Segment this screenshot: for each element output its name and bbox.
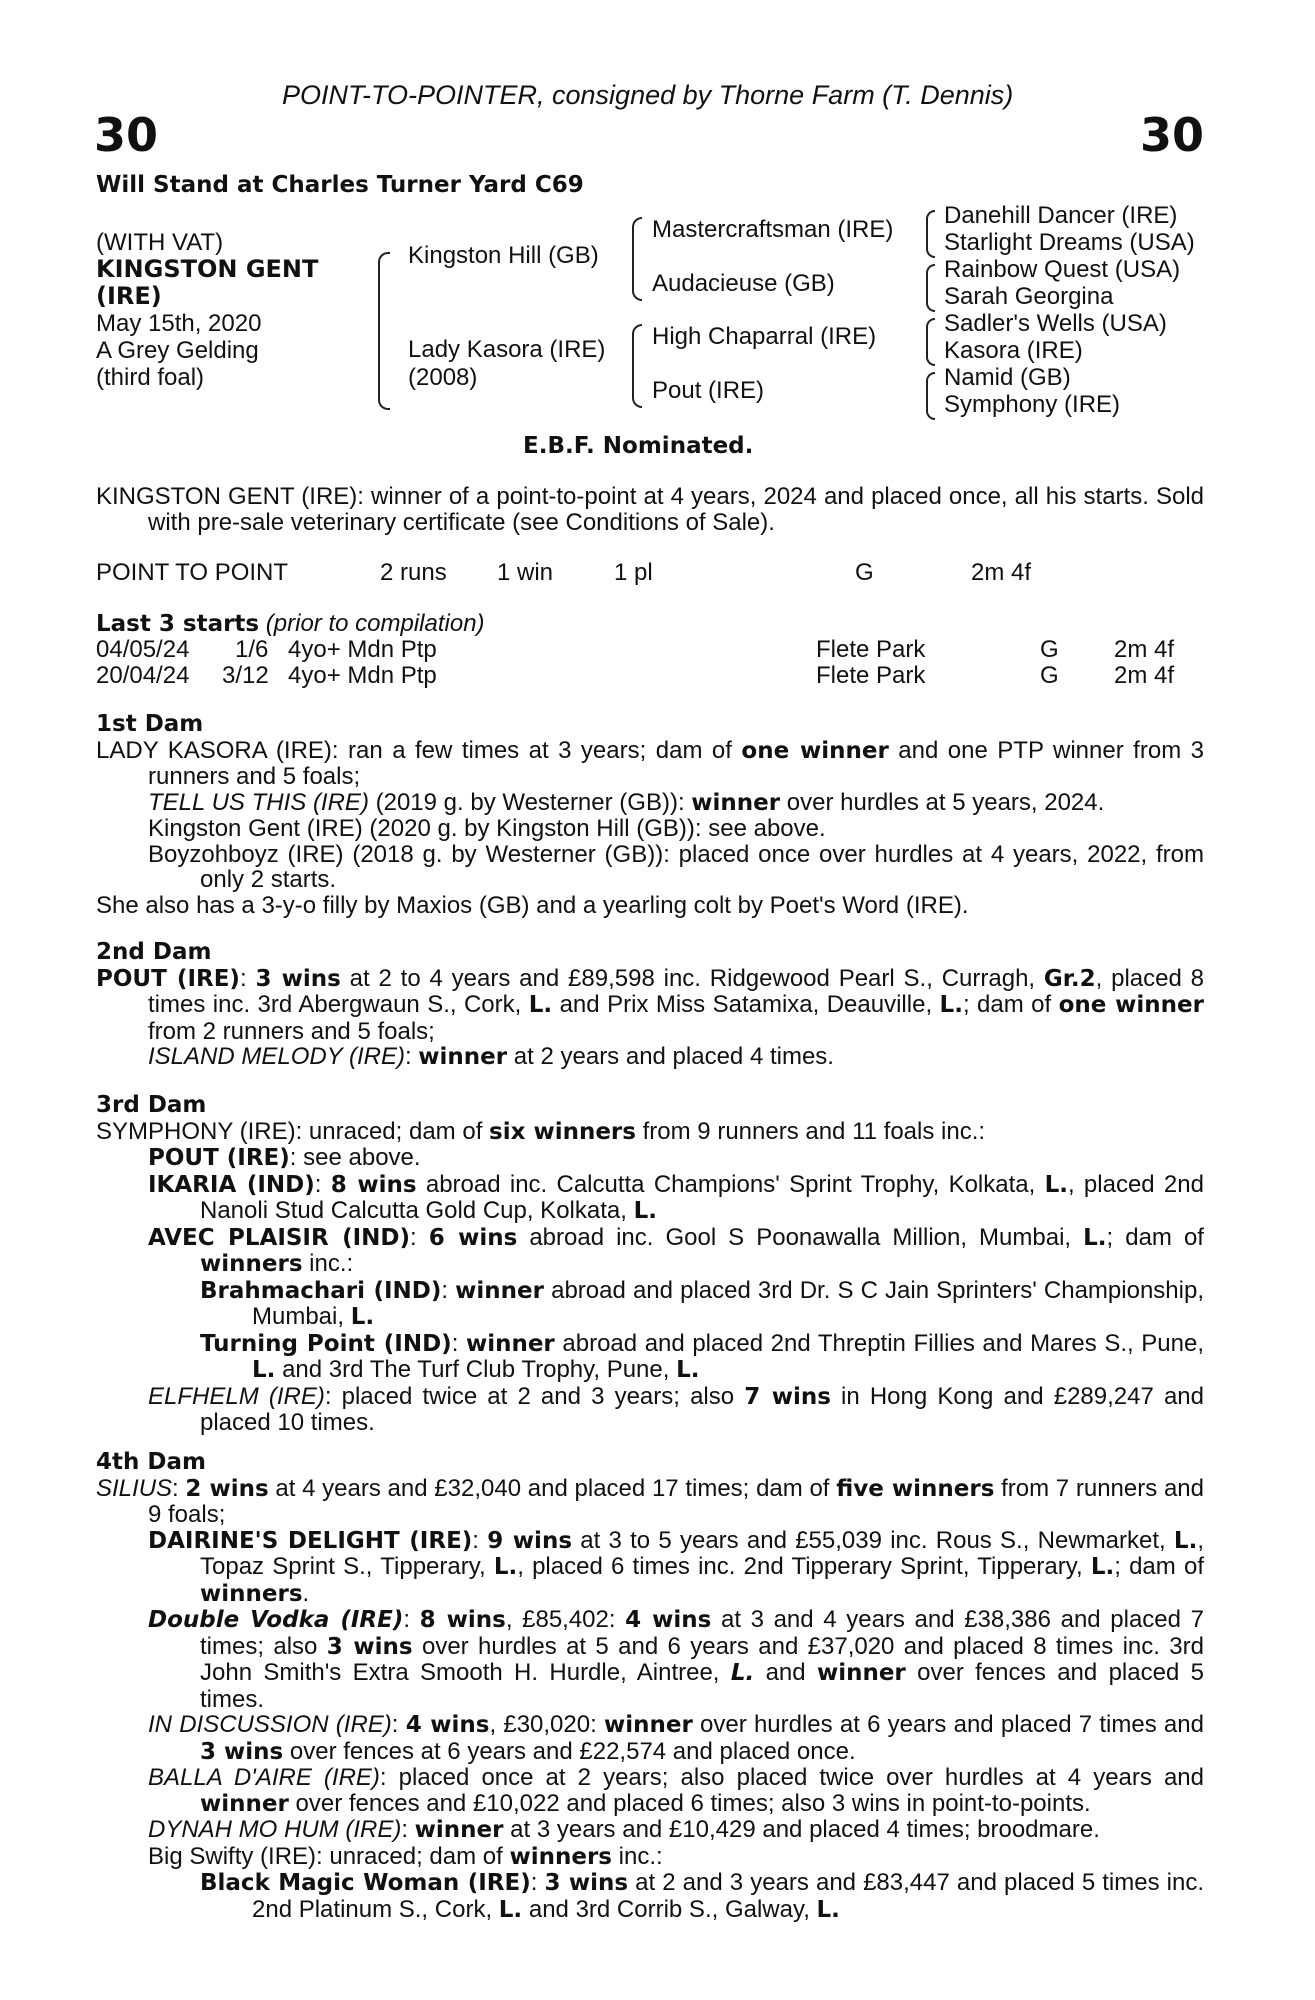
horse-name-suffix: (IRE) [96,282,162,310]
brace-g2 [926,264,935,312]
record-going: G [855,559,874,586]
first-dam-produce-2: Kingston Gent (IRE) (2020 g. by Kingston Hill (GB)): see above. [148,815,826,842]
first-dam-summary: LADY KASORA (IRE): ran a few times at 3 years; dam of one winner and one PTP winner from 3 runners and 5 foals; [96,736,1204,790]
third-dam-produce-4: ELFHELM (IRE): placed twice at 2 and 3 years; also 7 wins in Hong Kong and £289,247 and placed 10 times. [148,1382,1204,1436]
start-course: Flete Park [816,636,926,663]
sire-dam: Audacieuse (GB) [652,270,835,297]
ped-g2: Starlight Dreams (USA) [944,229,1195,256]
fourth-dam-produce-4: BALLA D'AIRE (IRE): placed once at 2 years; also placed twice over hurdles at 4 years and winner over fences and £10,022 and placed 6 times; also 3 wins in point-to-points. [148,1764,1204,1817]
sire-sire: Mastercraftsman (IRE) [652,216,894,243]
fourth-dam-produce-1: DAIRINE'S DELIGHT (IRE): 9 wins at 3 to 5 years and £55,039 inc. Rous S., Newmarket, L., Topaz Sprint S., Tipperary, L., placed 6 times inc. 2nd Tipperary Sprint, Tipperary, L.; dam of winners. [148,1526,1204,1607]
ped-g1: Danehill Dancer (IRE) [944,202,1178,229]
fourth-dam-produce-5: DYNAH MO HUM (IRE): winner at 3 years and £10,429 and placed 4 times; broodmare. [148,1816,1100,1843]
start-course: Flete Park [816,662,926,689]
dam-dam: Pout (IRE) [652,377,765,404]
page-header: POINT-TO-POINTER, consigned by Thorne Farm (T. Dennis) [282,80,1014,110]
record-wins: 1 win [497,559,554,586]
record-places: 1 pl [614,559,653,586]
start-date: 20/04/24 [96,662,190,689]
dam-year: (2008) [408,364,478,391]
fourth-dam-grandproduce-1: Black Magic Woman (IRE): 3 wins at 2 and 3 years and £83,447 and placed 5 times inc. 2nd Platinum S., Cork, L. and 3rd Corrib S., Galway, L. [200,1869,1205,1923]
brace-g4 [926,372,935,420]
fourth-dam-produce-2: Double Vodka (IRE): 8 wins, £85,402: 4 wins at 3 and 4 years and £38,386 and placed 7 times; also 3 wins over hurdles at 5 and 6 years and £37,020 and placed 8 times inc. 3rd John Smith's Extra Smooth H. Hurdle, Aintree, L. and winner over fences and placed 5 times. [148,1606,1204,1713]
summary-text: KINGSTON GENT (IRE): winner of a point-to-point at 4 years, 2024 and placed once, all his starts. Sold with pre-sale veterinary certificate (see Conditions of Sale). [96,483,1204,536]
ped-g4: Sarah Georgina [944,283,1114,310]
lot-number-right: 30 [1140,108,1205,162]
third-dam-grandproduce-2: Turning Point (IND): winner abroad and placed 2nd Threptin Fillies and Mares S., Pune, L. and 3rd The Turf Club Trophy, Pune, L. [200,1329,1204,1383]
first-dam-heading: 1st Dam [96,711,204,737]
second-dam-section [96,940,1204,1071]
first-dam-produce-3: Boyzohboyz (IRE) (2018 g. by Westerner (GB)): placed once over hurdles at 4 years, 2022, from only 2 starts. [148,840,1204,893]
third-dam-grandproduce-1: Brahmachari (IND): winner abroad and placed 3rd Dr. S C Jain Sprinters' Championship, Mumbai, L. [200,1276,1204,1330]
start-going: G [1040,636,1059,663]
record-runs: 2 runs [380,559,447,586]
start-date: 04/05/24 [96,636,190,663]
start-race: 4yo+ Mdn Ptp [288,662,437,689]
record-distance: 2m 4f [971,559,1032,586]
last-starts-title: Last 3 starts [96,611,260,637]
ped-g8: Symphony (IRE) [944,391,1121,418]
start-position: 1/6 [235,636,269,663]
horse-name: KINGSTON GENT [96,255,319,283]
third-dam-produce-3: AVEC PLAISIR (IND): 6 wins abroad inc. Gool S Poonawalla Million, Mumbai, L.; dam of winners inc.: [148,1223,1204,1277]
first-dam-note: She also has a 3-y-o filly by Maxios (GB) and a yearling colt by Poet's Word (IRE). [96,891,969,919]
brace-gen1 [378,252,390,410]
fourth-dam-heading: 4th Dam [96,1449,206,1475]
vat-note: (WITH VAT) [96,229,224,256]
second-dam-heading: 2nd Dam [96,939,212,965]
fourth-dam-summary: SILIUS: 2 wins at 4 years and £32,040 and placed 17 times; dam of five winners from 7 runners and 9 foals; [96,1474,1204,1528]
start-race: 4yo+ Mdn Ptp [288,636,437,663]
last-starts-note: (prior to compilation) [265,610,485,637]
third-dam-summary: SYMPHONY (IRE): unraced; dam of six winners from 9 runners and 11 foals inc.: [96,1117,986,1145]
fourth-dam-produce-3: IN DISCUSSION (IRE): 4 wins, £30,020: winner over hurdles at 6 years and placed 7 times and 3 wins over fences at 6 years and £22,574 and placed once. [148,1711,1204,1765]
stand-location: Will Stand at Charles Turner Yard C69 [96,172,584,198]
third-dam-heading: 3rd Dam [96,1092,207,1118]
brace-dam [632,324,642,408]
dam-name: Lady Kasora (IRE) [408,336,606,363]
second-dam-summary: POUT (IRE): 3 wins at 2 to 4 years and £89,598 inc. Ridgewood Pearl S., Curragh, Gr.2, placed 8 times inc. 3rd Abergwaun S., Cork, L. and Prix Miss Satamixa, Deauville, L.; dam of one winner from 2 runners and 5 foals; [96,964,1204,1045]
sire-name: Kingston Hill (GB) [408,242,599,269]
fourth-dam-produce-6: Big Swifty (IRE): unraced; dam of winners inc.: [148,1842,663,1870]
start-going: G [1040,662,1059,689]
dam-sire: High Chaparral (IRE) [652,323,877,350]
third-dam-section [96,1093,1204,1436]
horse-summary [96,484,1204,535]
brace-sire [632,217,642,301]
foal-note: (third foal) [96,364,205,391]
start-distance: 2m 4f [1114,662,1175,689]
third-dam-produce-1: POUT (IRE): see above. [148,1144,421,1171]
horse-description: A Grey Gelding [96,337,259,364]
record-label: POINT TO POINT [96,559,289,586]
second-dam-produce-1: ISLAND MELODY (IRE): winner at 2 years and placed 4 times. [148,1043,834,1070]
lot-number-left: 30 [94,108,159,162]
ebf-note: E.B.F. Nominated. [523,433,754,459]
brace-g1 [926,210,935,258]
first-dam-section [96,712,1204,918]
ped-g5: Sadler's Wells (USA) [944,310,1167,337]
fourth-dam-section [96,1450,1204,1923]
foaling-date: May 15th, 2020 [96,310,262,337]
third-dam-produce-2: IKARIA (IND): 8 wins abroad inc. Calcutta Champions' Sprint Trophy, Kolkata, L., placed 2nd Nanoli Stud Calcutta Gold Cup, Kolkata, L. [148,1170,1204,1224]
ped-g6: Kasora (IRE) [944,337,1083,364]
brace-g3 [926,318,935,366]
start-distance: 2m 4f [1114,636,1175,663]
ped-g7: Namid (GB) [944,364,1071,391]
ped-g3: Rainbow Quest (USA) [944,256,1181,283]
start-position: 3/12 [222,662,269,689]
last-starts-heading [96,610,485,638]
first-dam-produce-1: TELL US THIS (IRE) (2019 g. by Westerner (GB)): winner over hurdles at 5 years, 2024. [148,788,1105,816]
horse-id-block [96,229,318,391]
